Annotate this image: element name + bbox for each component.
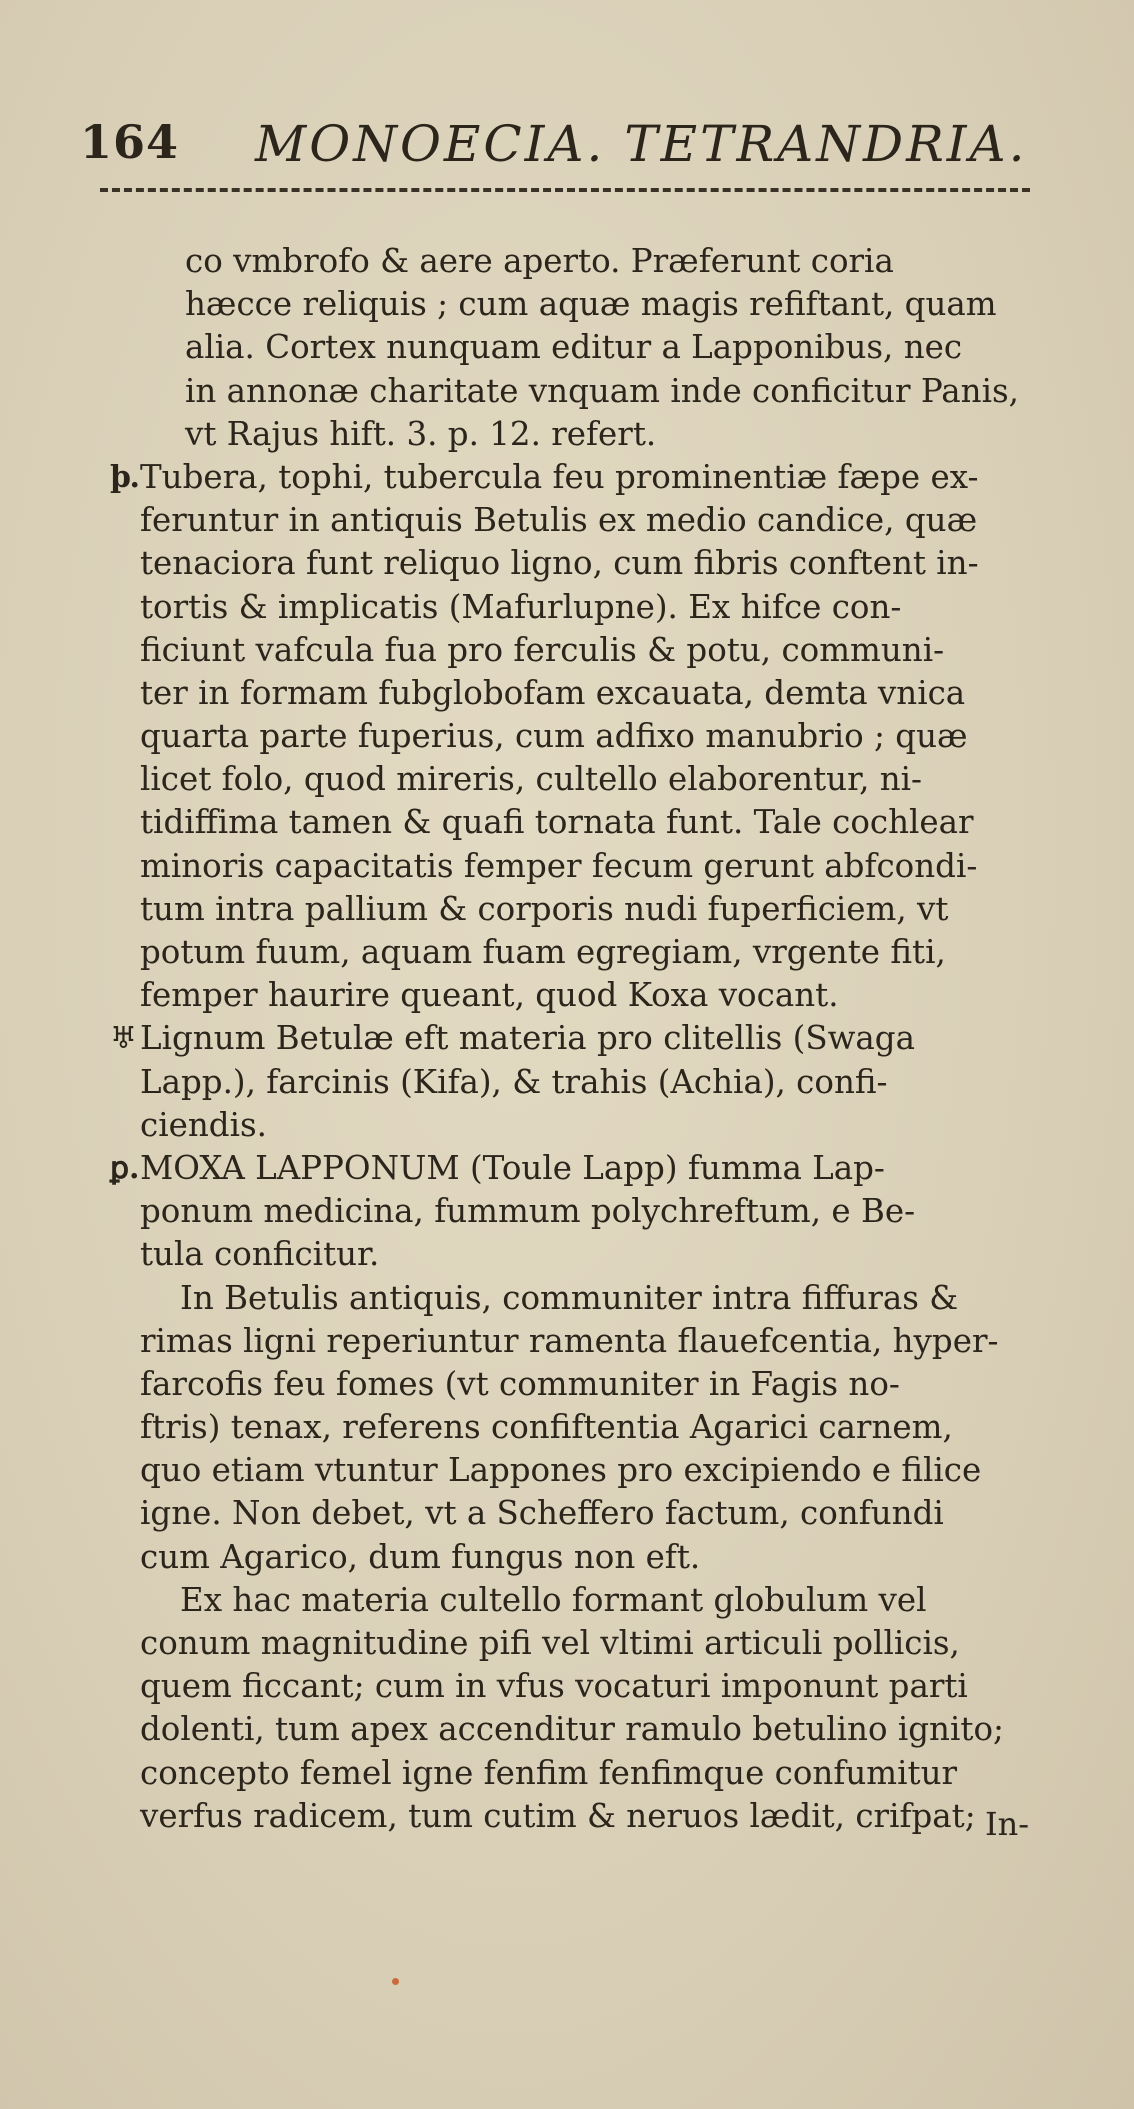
text-line: alia. Cortex nunquam editur a Lapponibus, nec [185,328,963,367]
text-line: rimas ligni reperiuntur ramenta flauefcentia, hyper- [140,1321,999,1360]
text-line: vt Rajus hift. 3. p. 12. refert. [185,414,657,453]
text-line: ficiunt vafcula fua pro ferculis & potu, communi- [140,630,945,669]
text-line: Lapp.), farcinis (Kifa), & trahis (Achia), confi- [140,1062,888,1101]
text-line: in annonæ charitate vnquam inde conficitur Panis, [185,371,1019,410]
text-line: ponum medicina, fummum polychreftum, e Be- [140,1192,916,1231]
text-line: ftris) tenax, referens confiftentia Agarici carnem, [140,1408,953,1447]
paper-speck [392,1978,399,1985]
text-line: quem ficcant; cum in vfus vocaturi imponunt parti [140,1667,968,1706]
entry-line [110,456,1040,499]
entry-marker: ꝑ. [110,1150,140,1186]
text-line: quarta parte fuperius, cum adfixo manubrio ; quæ [140,717,968,756]
text-line: potum fuum, aquam fuam egregiam, vrgente fiti, [140,933,946,971]
text-line: licet folo, quod mireris, cultello elaborentur, ni- [140,760,923,799]
text-line: farcofis feu fomes (vt communiter in Fagis no- [140,1364,900,1403]
page-header [80,115,1040,185]
entry-line [110,1147,1040,1190]
text-line: ter in formam fubglobofam excauata, demta vnica [140,673,966,712]
text-line: Lignum Betulæ eft materia pro clitellis (Swaga [140,1019,915,1058]
text-line: cum Agarico, dum fungus non eft. [140,1537,701,1576]
text-line: conum magnitudine pifi vel vltimi articuli pollicis, [140,1624,960,1662]
catchword: In- [985,1805,1030,1843]
text-line: verfus radicem, tum cutim & neruos lædit, crifpat; [140,1796,976,1835]
text-line: MOXA LAPPONUM (Toule Lapp) fumma Lap- [140,1148,885,1187]
header-rule [100,188,1030,192]
text-line: In Betulis antiquis, communiter intra fiffuras & [180,1278,959,1317]
running-title: MONOECIA. TETRANDRIA. [255,115,1028,173]
text-line: igne. Non debet, vt a Schefferο factum, confundi [140,1494,944,1533]
text-line: minoris capacitatis femper fecum gerunt abfcondi- [140,846,978,885]
text-line: Tubera, tophi, tubercula feu prominentiæ fæpe ex- [140,457,979,496]
text-line: ciendis. [140,1105,267,1144]
text-line: femper haurire queant, quod Koxa vocant. [140,976,839,1015]
entry-marker: þ. [110,459,140,495]
text-line: co vmbrofo & aere aperto. Præferunt coria [185,242,894,280]
text-line: feruntur in antiquis Betulis ex medio candice, quæ [140,501,978,540]
text-line: tenaciora funt reliquo ligno, cum fibris conftent in- [140,544,979,583]
text-line: tortis & implicatis (Mafurlupne). Ex hifce con- [140,587,902,626]
text-line: tum intra pallium & corporis nudi fuperficiem, vt [140,889,949,928]
text-line: quo etiam vtuntur Lappones pro excipiendo e filice [140,1451,982,1490]
entry-marker: ♅ [110,1021,137,1057]
text-line: concepto femel igne fenfim fenfimque confumitur [140,1753,958,1792]
entry-line [110,1017,1040,1060]
body-text [110,240,1040,1838]
text-line: Ex hac materia cultello formant globulum vel [180,1580,927,1619]
text-line: hæcce reliquis ; cum aquæ magis refiftant, quam [185,285,997,324]
text-line: tidiffima tamen & quafi tornata funt. Tale cochlear [140,803,974,842]
page-number: 164 [80,115,180,169]
text-line: tula conficitur. [140,1235,380,1274]
text-line: dolenti, tum apex accenditur ramulo betulino ignito; [140,1710,1004,1749]
